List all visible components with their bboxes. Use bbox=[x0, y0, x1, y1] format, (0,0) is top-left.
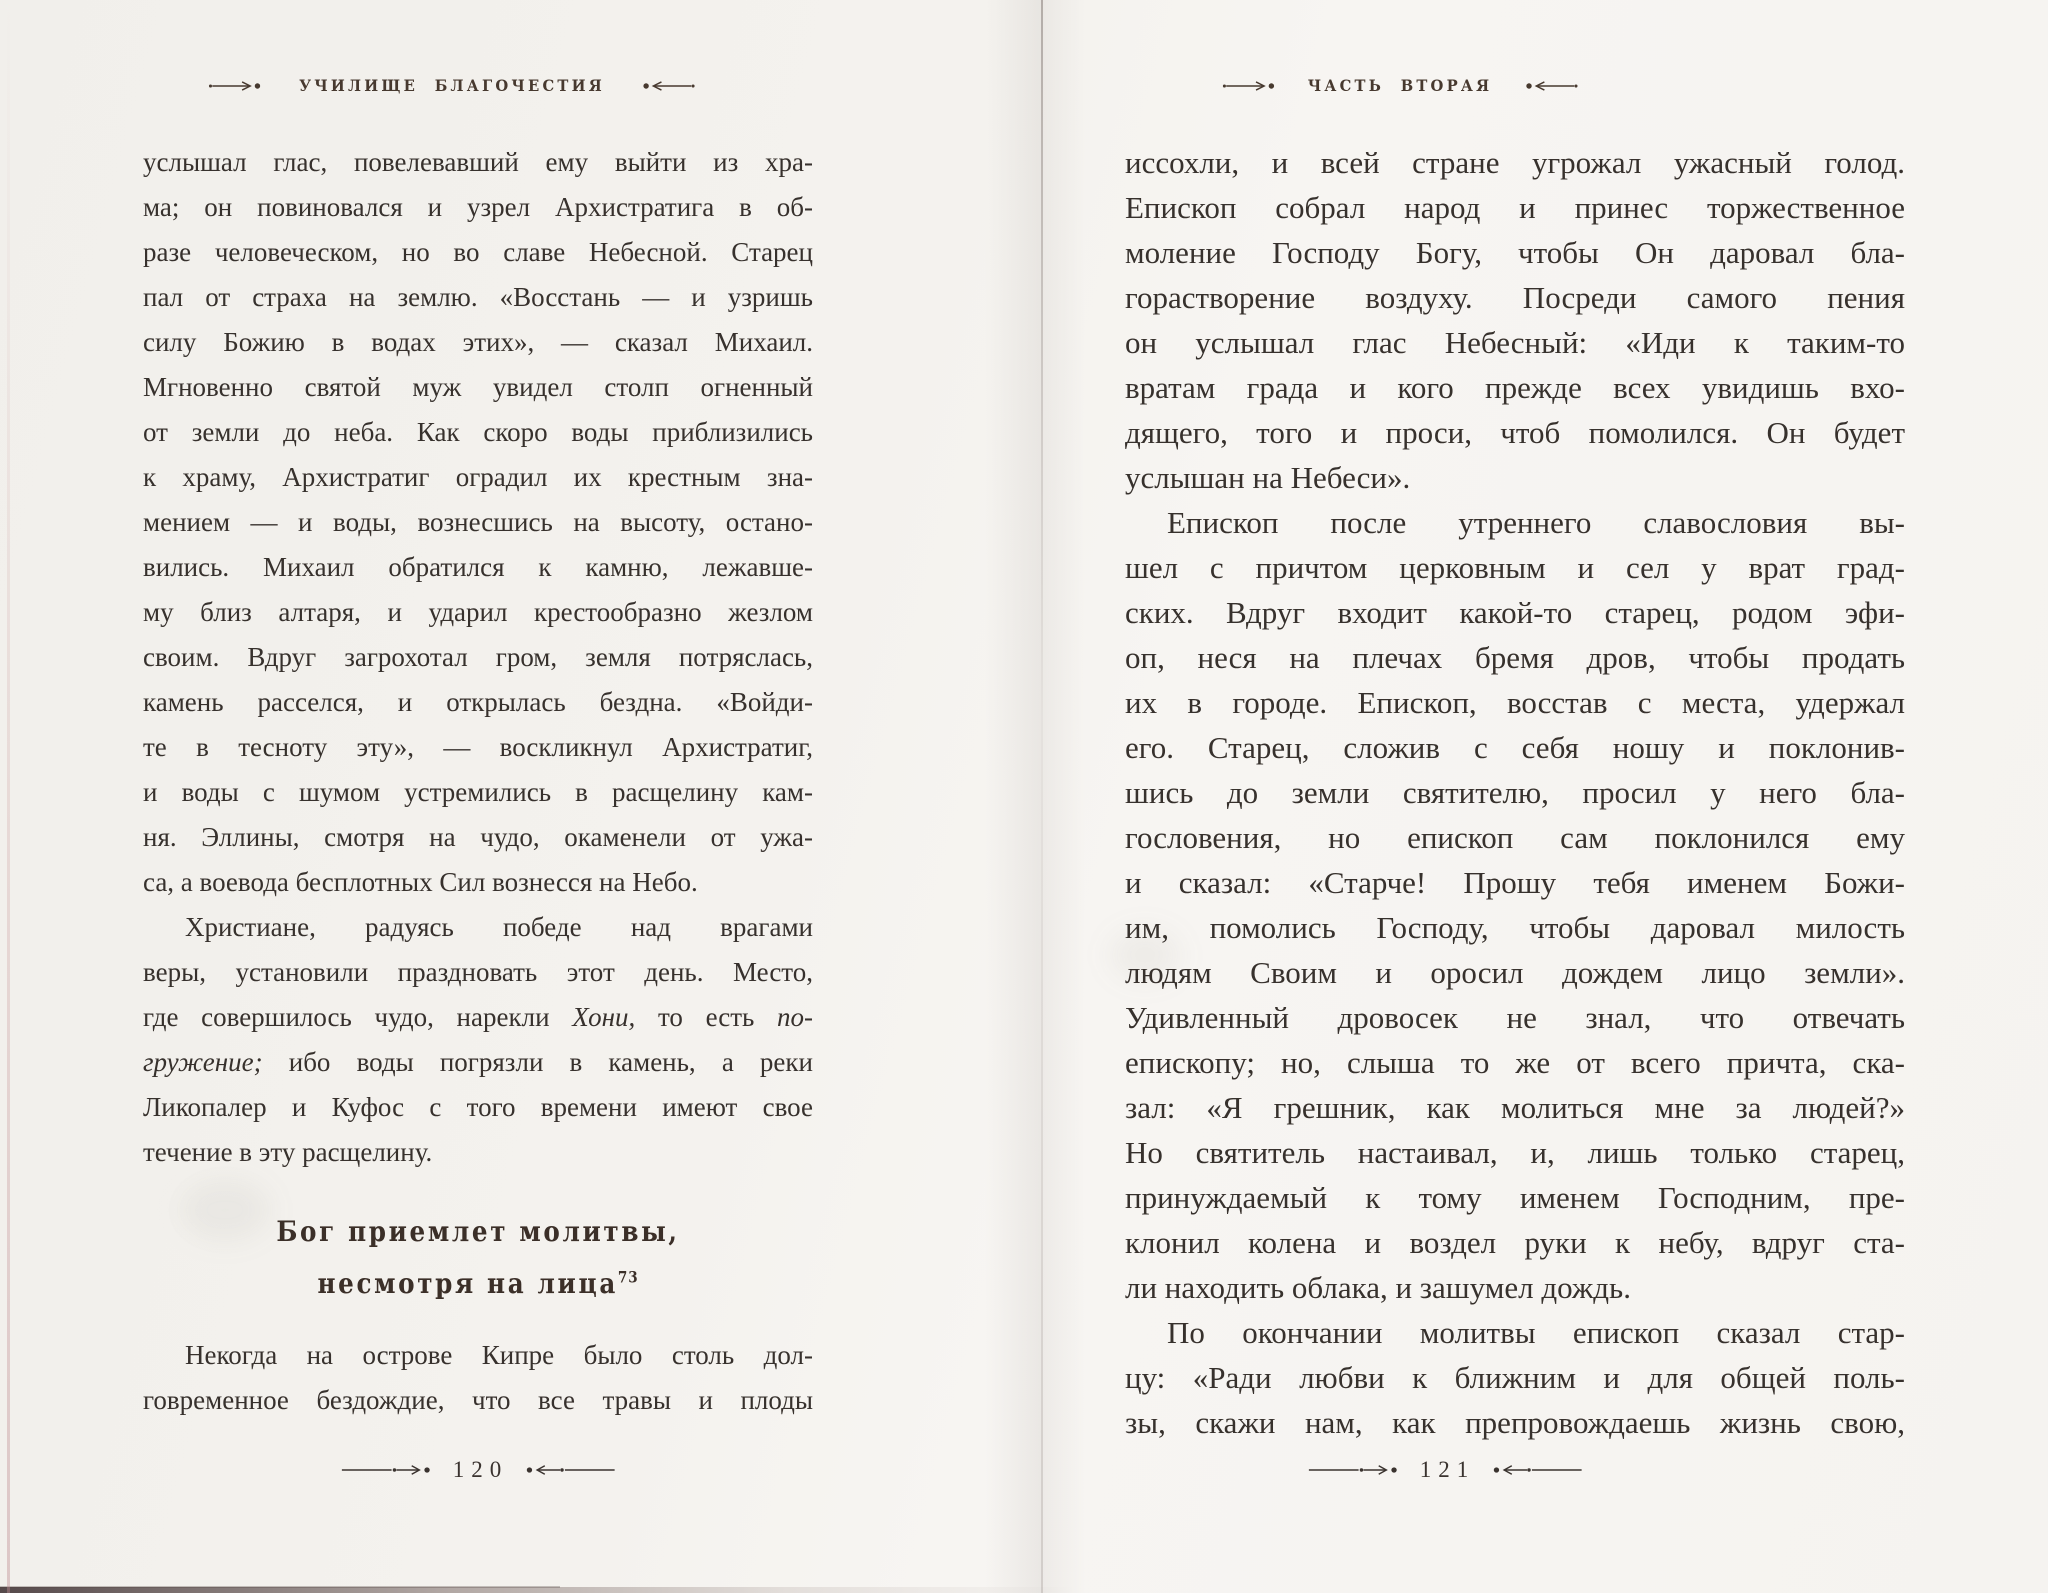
text-line: му близ алтаря, и ударил крестообразно жезлом bbox=[143, 597, 813, 627]
text-line: горастворение воздуху. Посреди самого пения bbox=[1125, 280, 1905, 315]
text-line: Некогда на острове Кипре было столь дол- bbox=[185, 1340, 813, 1370]
arrow-right-ornament-icon bbox=[1222, 79, 1278, 93]
text-line: гружение; ибо воды погрязли в камень, а реки bbox=[143, 1047, 813, 1077]
story-heading-line-2 bbox=[183, 1258, 773, 1310]
text-line: ли находить облака, и зашумел дождь. bbox=[1125, 1270, 1631, 1305]
footnote-reference: 73 bbox=[617, 1268, 639, 1287]
footer-arrow-right-ornament-icon bbox=[342, 1463, 434, 1477]
text-line: принуждаемый к тому именем Господним, пре- bbox=[1125, 1180, 1905, 1215]
right-page-footer bbox=[1309, 1458, 1582, 1481]
text-line: своим. Вдруг загрохотал гром, земля потряслась, bbox=[143, 642, 813, 672]
gutter-shadow-left bbox=[985, 0, 1041, 1593]
paragraph bbox=[1125, 1310, 1905, 1445]
scan-bottom-edge-line bbox=[0, 1586, 560, 1588]
text-line: разе человеческом, но во славе Небесной. Старец bbox=[143, 237, 813, 267]
text-line: Ликопалер и Куфос с того времени имеют свое bbox=[143, 1092, 813, 1122]
text-line: епископу; но, слыша то же от всего причта, ска- bbox=[1125, 1045, 1905, 1080]
text-line: им, помолись Господу, чтобы даровал милость bbox=[1125, 910, 1905, 945]
right-running-head bbox=[1222, 76, 1579, 95]
story-heading-text: несмотря на лица bbox=[317, 1267, 618, 1300]
text-line: те в тесноту эту», — воскликнул Архистратиг, bbox=[143, 732, 813, 762]
story-heading bbox=[143, 1206, 813, 1310]
text-line: и воды с шумом устремились в расщелину кам- bbox=[143, 777, 813, 807]
arrow-left-ornament-icon bbox=[640, 79, 696, 93]
text-line: иссохли, и всей стране угрожал ужасный голод. bbox=[1125, 145, 1905, 180]
text-line: моление Господу Богу, чтобы Он даровал бла- bbox=[1125, 235, 1905, 270]
text-line: камень расселся, и открылась бездна. «Войди- bbox=[143, 687, 813, 717]
text-line: он услышал глас Небесный: «Иди к таким-то bbox=[1125, 325, 1905, 360]
text-line: оп, неся на плечах бремя дров, чтобы продать bbox=[1125, 640, 1905, 675]
story-heading-line-1: Бог приемлет молитвы, bbox=[276, 1215, 680, 1248]
text-line: По окончании молитвы епископ сказал стар- bbox=[1167, 1315, 1905, 1350]
paragraph bbox=[1125, 140, 1905, 500]
text-line: его. Старец, сложив с себя ношу и поклонив- bbox=[1125, 730, 1905, 765]
text-line: людям Своим и оросил дождем лицо земли». bbox=[1125, 955, 1905, 990]
footer-arrow-left-ornament-icon bbox=[522, 1463, 614, 1477]
left-page-text-continued bbox=[143, 1333, 813, 1423]
text-line: ских. Вдруг входит какой-то старец, родом эфи- bbox=[1125, 595, 1905, 630]
text-line: дящего, того и проси, чтоб помолился. Он будет bbox=[1125, 415, 1905, 450]
text-line: веры, установили праздновать этот день. Место, bbox=[143, 957, 813, 987]
left-running-head bbox=[208, 76, 696, 95]
running-head-title: ЧАСТЬ ВТОРАЯ bbox=[1307, 76, 1493, 95]
text-line: Епископ после утреннего славословия вы- bbox=[1167, 505, 1905, 540]
scan-left-edge bbox=[7, 0, 10, 1593]
text-line: са, а воевода бесплотных Сил вознесся на Небо. bbox=[143, 867, 698, 897]
text-line: вились. Михаил обратился к камню, лежавше- bbox=[143, 552, 813, 582]
text-line: пал от страха на землю. «Восстань — и узришь bbox=[143, 282, 813, 312]
text-line: ня. Эллины, смотря на чудо, окаменели от ужа- bbox=[143, 822, 813, 852]
text-line: Мгновенно святой муж увидел столп огненный bbox=[143, 372, 813, 402]
text-line: и сказал: «Старче! Прошу тебя именем Божи- bbox=[1125, 865, 1905, 900]
page-number: 121 bbox=[1419, 1457, 1476, 1482]
text-line: силу Божию в водах этих», — сказал Михаил. bbox=[143, 327, 813, 357]
text-line: течение в эту расщелину. bbox=[143, 1137, 433, 1167]
text-line: ма; он повиновался и узрел Архистратига в об- bbox=[143, 192, 813, 222]
footer-arrow-right-ornament-icon bbox=[1309, 1463, 1401, 1477]
gutter-shadow-right bbox=[1043, 0, 1085, 1593]
text-line: зы, скажи нам, как препровождаешь жизнь свою, bbox=[1125, 1405, 1905, 1440]
text-line: вратам града и кого прежде всех увидишь вхо- bbox=[1125, 370, 1905, 405]
text-line: шись до земли святителю, просил у него бла- bbox=[1125, 775, 1905, 810]
text-line: мением — и воды, вознесшись на высоту, остано- bbox=[143, 507, 813, 537]
text-line: гословения, но епископ сам поклонился ему bbox=[1125, 820, 1905, 855]
right-page-text bbox=[1125, 140, 1905, 1445]
text-line: клонил колена и воздел руки к небу, вдруг ста- bbox=[1125, 1225, 1905, 1260]
text-line: шел с причтом церковным и сел у врат град- bbox=[1125, 550, 1905, 585]
text-line: услышан на Небеси». bbox=[1125, 460, 1411, 495]
text-line: к храму, Архистратиг оградил их крестным зна- bbox=[143, 462, 813, 492]
arrow-right-ornament-icon bbox=[208, 79, 264, 93]
left-page-text bbox=[143, 140, 813, 1175]
paragraph bbox=[1125, 500, 1905, 1310]
arrow-left-ornament-icon bbox=[1522, 79, 1578, 93]
page-number: 120 bbox=[452, 1457, 509, 1482]
left-page-footer bbox=[342, 1458, 615, 1481]
running-head-title: УЧИЛИЩЕ БЛАГОЧЕСТИЯ bbox=[299, 76, 605, 95]
text-line: от земли до неба. Как скоро воды приблизились bbox=[143, 417, 813, 447]
text-line: говременное бездождие, что все травы и плоды bbox=[143, 1385, 813, 1415]
text-line: Но святитель настаивал, и, лишь только старец, bbox=[1125, 1135, 1905, 1170]
paragraph bbox=[143, 905, 813, 1175]
paragraph bbox=[143, 1333, 813, 1423]
text-line: цу: «Ради любви к ближним и для общей поль- bbox=[1125, 1360, 1905, 1395]
paragraph bbox=[143, 140, 813, 905]
footer-arrow-left-ornament-icon bbox=[1489, 1463, 1581, 1477]
text-line: Христиане, радуясь победе над врагами bbox=[185, 912, 813, 942]
text-line: Епископ собрал народ и принес торжественное bbox=[1125, 190, 1905, 225]
text-line: услышал глас, повелевавший ему выйти из хра- bbox=[143, 147, 813, 177]
text-line: их в городе. Епископ, восстав с места, удержал bbox=[1125, 685, 1905, 720]
text-line: где совершилось чудо, нарекли Хони, то есть по- bbox=[143, 1002, 813, 1032]
text-line: Удивленный дровосек не знал, что отвечать bbox=[1125, 1000, 1905, 1035]
text-line: зал: «Я грешник, как молиться мне за людей?» bbox=[1125, 1090, 1905, 1125]
